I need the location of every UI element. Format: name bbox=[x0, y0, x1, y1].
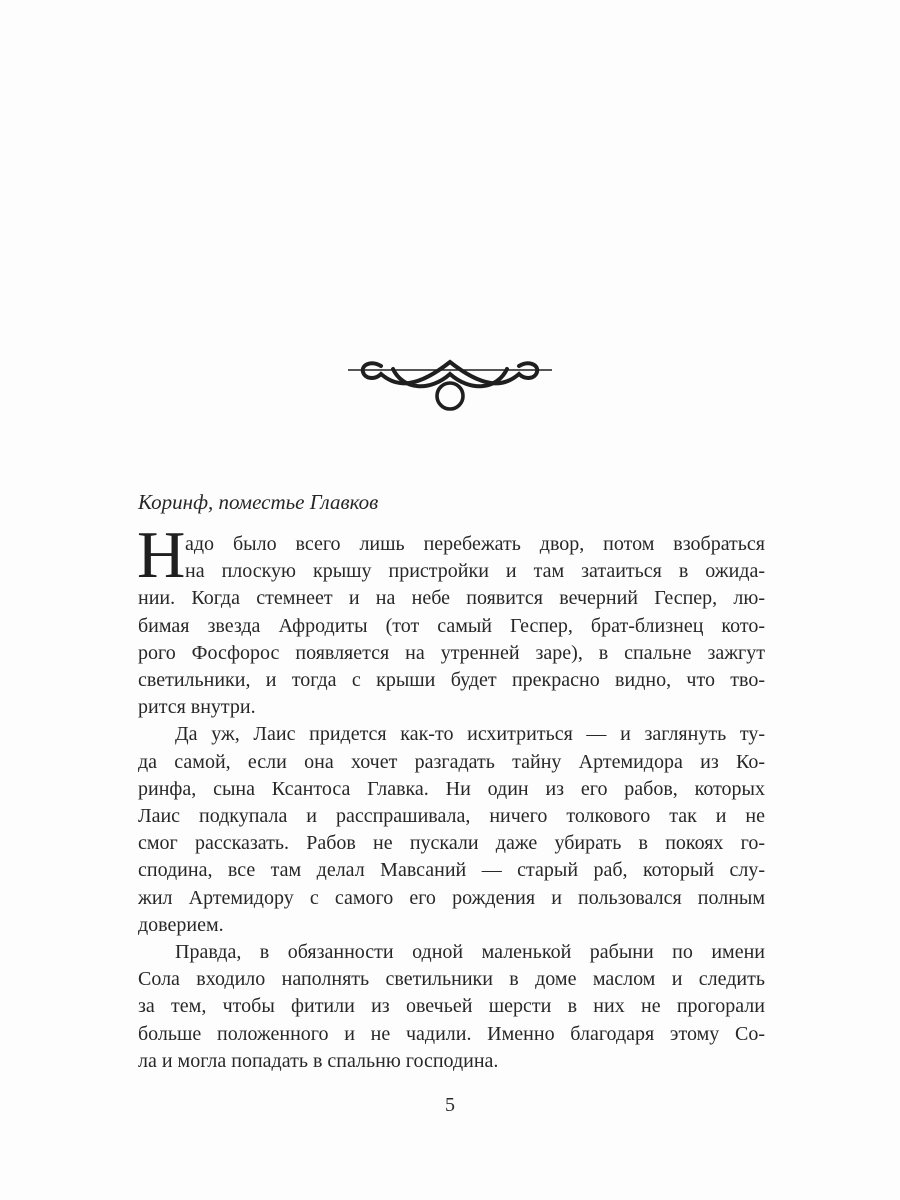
text-line: рится внутри. bbox=[138, 696, 256, 719]
text-line: Сола входило наполнять светильники в доме маслом и следить bbox=[138, 968, 765, 991]
flourish-divider-icon bbox=[345, 350, 555, 418]
text-line: адо было всего лишь перебежать двор, потом взобраться bbox=[185, 533, 765, 555]
page-number: 5 bbox=[445, 1094, 455, 1116]
text-line: ла и могла попадать в спальню господина. bbox=[138, 1049, 499, 1072]
chapter-location-heading: Коринф, поместье Главков bbox=[138, 490, 379, 514]
text-column bbox=[138, 490, 765, 1075]
text-line: смог рассказать. Рабов не пускали даже убирать в покоях го- bbox=[138, 832, 765, 855]
text-line: Лаис подкупала и расспрашивала, ничего толкового так и не bbox=[138, 805, 765, 828]
text-line: да самой, если она хочет разгадать тайну Артемидора из Ко- bbox=[138, 750, 765, 773]
text-line: нии. Когда стемнеет и на небе появится вечерний Геспер, лю- bbox=[138, 587, 765, 610]
text-line: Да уж, Лаис придется как-то исхитриться — и заглянуть ту- bbox=[175, 723, 765, 746]
text-line: рого Фосфорос появляется на утренней заре), в спальне зажгут bbox=[138, 641, 765, 664]
text-line: за тем, чтобы фитили из овечьей шерсти в них не прогорали bbox=[138, 995, 765, 1018]
text-line: доверием. bbox=[138, 913, 224, 936]
paragraph bbox=[138, 721, 765, 939]
paragraph bbox=[138, 939, 765, 1075]
text-line: ринфа, сына Ксантоса Главка. Ни один из его рабов, которых bbox=[138, 777, 765, 800]
drop-cap: Н bbox=[137, 518, 186, 592]
paragraph bbox=[137, 518, 765, 721]
text-line: светильники, и тогда с крыши будет прекрасно видно, что тво- bbox=[138, 669, 765, 692]
flourish-ornament bbox=[345, 350, 555, 418]
text-line: больше положенного и не чадили. Именно благодаря этому Со- bbox=[138, 1022, 765, 1045]
text-line: Правда, в обязанности одной маленькой рабыни по имени bbox=[175, 941, 765, 964]
text-line: сподина, все там делал Мавсаний — старый раб, который слу- bbox=[138, 859, 765, 882]
text-line: бимая звезда Афродиты (тот самый Геспер, брат-близнец кото- bbox=[138, 614, 765, 637]
text-block bbox=[137, 518, 765, 1075]
text-line: жил Артемидору с самого его рождения и пользовался полным bbox=[138, 886, 765, 909]
text-line: на плоскую крышу пристройки и там затаиться в ожида- bbox=[185, 560, 765, 583]
